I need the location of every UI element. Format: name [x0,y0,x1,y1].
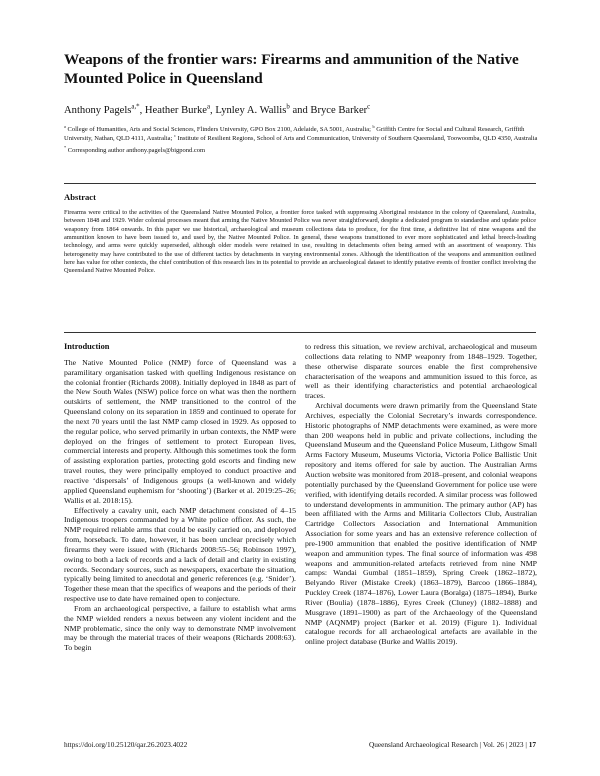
affiliations [64,123,539,156]
divider-top [64,183,536,184]
paragraph: From an archaeological perspective, a failure to establish what arms the NMP wielded renders a nexus between any violent incident and the NMP problematic, since the only way to demonstrate NMP involvement may be through the material traces of their weapons (Richards 2008:63). To begin [64,603,296,653]
paragraph: Archival documents were drawn primarily from the Queensland State Archives, especially the Colonial Secretary’s inwards correspondence. Historic photographs of NMP detachments were examined, as were more than 200 weapons held in public and private collections, including the Queensland Museum and the Queensland Police Museum, Lithgow Small Arms Factory Museum, Museums Victoria, Victoria Police Ballistic Unit repository and items offered for sale by auction. The Australian Arms Auction website was monitored from 2018–present, and colonial weapons potentially purchased by the Queensland Government for police use were verified, with identifying details recorded. A similar process was followed to understand developments in ammunition. The primary author (AP) has been affiliated with the Arms and Militaria Collectors Club, Australian Cartridge Collectors Association and International Ammunition Association for some years and has an extensive reference collection of pre-1900 ammunition that enabled the positive identification of NMP weapon and ammunition types. The final source of information was 498 weapons and ammunition-related artefacts retrieved from nine NMP camps: Wandai Gumbal (1851–1859), Spring Creek (1862–1872), Belyando River (Mistake Creek) (1863–1879), Barcoo (1866–1884), Puckley Creek (1874–1876), Lower Laura (Boralga) (1875–1894), Burke River (Boulia) (1878–1886), Eyres Creek (Cluney) (1882–1888) and Musgrave (1891–1900) as part of the Archaeology of the Queensland NMP (AQNMP) project (Barker et al. 2019) (Figure 1). Individual catalogue records for all archaeological artefacts are available in the online project database (Burke and Wallis 2019). [305,401,537,647]
author-name: Anthony Pagels [64,105,132,116]
affiliation-marker: a [64,123,66,129]
corresponding-author [64,144,539,156]
paragraph: Effectively a cavalry unit, each NMP detachment consisted of 4–15 Indigenous troopers commanded by a White police officer. As such, the NMP required reliable arms that could be easily carried on, and deployed from, horseback. To date, however, it has been unclear precisely which firearms they were issued with (Richards 2008:55–56; Robinson 1997), owing to both a lack of records and a lack of detail and clarity in existing records. Secondary sources, such as newspapers, exacerbate the situation, typically being limited to anecdotal and generic references (e.g. ‘Snider’). Together these mean that the specifics of weapons and the periods of their respective use to date have remained open to conjecture. [64,505,296,604]
divider-bottom [64,332,536,333]
corresponding-marker: * [64,144,67,150]
author-name: Bryce Barker [310,105,368,116]
page-footer [64,740,536,749]
body-column-left [64,342,296,653]
doi-link[interactable]: https://doi.org/10.25120/qar.26.2023.4022 [64,740,188,749]
author-separator: , [210,105,216,116]
section-heading-introduction: Introduction [64,342,110,351]
affiliation-text: Griffith Centre for Social and Cultural Research, Griffith University, Nathan, QLD 4111, Australia; [64,126,525,142]
author-name: Heather Burke [144,105,207,116]
affiliation-text: Institute of Resilient Regions, School of Arts and Communication, University of Southern Queensland, Toowoomba, QLD 4350, Australia [177,134,538,142]
paragraph: The Native Mounted Police (NMP) force of Queensland was a paramilitary organisation tasked with quelling Indigenous resistance on the colonial frontier (Richards 2008). Initially deployed in 1848 as part of the New South Wales (NSW) police force on what was then the northern outskirts of settlement, the NMP transitioned to the control of the Queensland colony on its separation in 1859 and continued to operate for the next 70 years until the last NMP camp closed in 1929. As opposed to the regular police, who served primarily in urban contexts, the NMP were deployed on the fringes of settlement to protect European lives, commercial interests and property. Although this sometimes took the form of assisting exploration parties, protecting gold escorts and finding new travel routes, they were principally employed to conduct proactive and reactive ‘dispersals’ of Indigenous groups (a well-known and widely applied Queensland euphemism for ‘shooting’) (Barker et al. 2019:25–26; Wallis et al. 2018:15). [64,357,296,505]
author-affiliation-marker: a [206,103,211,111]
author-separator: and [289,105,311,116]
author-separator: , [139,105,145,116]
paragraph: to redress this situation, we review archival, archaeological and museum collections data relating to NMP weaponry from 1848–1929. Together, these otherwise disparate sources enable the first comprehensive characterisation of the weapons and ammunition issued to this force, as well as their identifying characteristics and potential archaeological traces. [305,342,537,401]
body-column-right [305,342,537,647]
author-list [64,104,544,118]
author-name: Lynley A. Wallis [215,105,287,116]
author-affiliation-marker: a,* [131,103,140,111]
journal-citation [369,740,536,749]
page-number: 17 [528,740,536,749]
affiliation-text: College of Humanities, Arts and Social Sciences, Flinders University, GPO Box 2100, Adelaide, SA 5001, Australia; [67,126,371,133]
abstract-text: Firearms were critical to the activities of the Queensland Native Mounted Police, a frontier force tasked with suppressing Aboriginal resistance in the colony of Queensland, Australia, between 1848 and 1929. Wider colonial processes meant that arming the Native Mounted Police was never straightforward, despite a dedicated program to standardise and update police weaponry from 1864 onwards. In this paper we use historical, archaeological and museum collections data to produce, for the first time, a definitive list of nine weapons and the ammunition known to have been issued to, and used by, the Native Mounted Police. In general, these weapons transitioned to ever more sophisticated and lethal breech-loading technology, and arms were quickly superseded, although older models were retained in use, resulting in detachments often being armed with an assortment of weaponry. This heterogeneity may have contributed to the use of different tactics by detachments in varying environmental zones. Although the identification of the weapons and ammunition outlined here has value for other contexts, the chief contribution of this research lies in its potential to provide an archaeological dataset to identify putative events of frontier conflict involving the Queensland Native Mounted Police. [64,209,536,275]
journal-info: Queensland Archaeological Research | Vol. 26 | 2023 | [368,740,527,749]
affiliation-lines [64,123,539,144]
author-affiliation-marker: c [367,103,371,111]
corresponding-text: Corresponding author anthony.pagels@bigpond.com [67,146,206,154]
affiliation-marker: c [173,132,176,138]
author-affiliation-marker: b [286,103,290,111]
article-title: Weapons of the frontier wars: Firearms and ammunition of the Native Mounted Police in Queensland [64,51,519,87]
affiliation-marker: b [372,123,375,129]
abstract-heading: Abstract [64,192,96,202]
